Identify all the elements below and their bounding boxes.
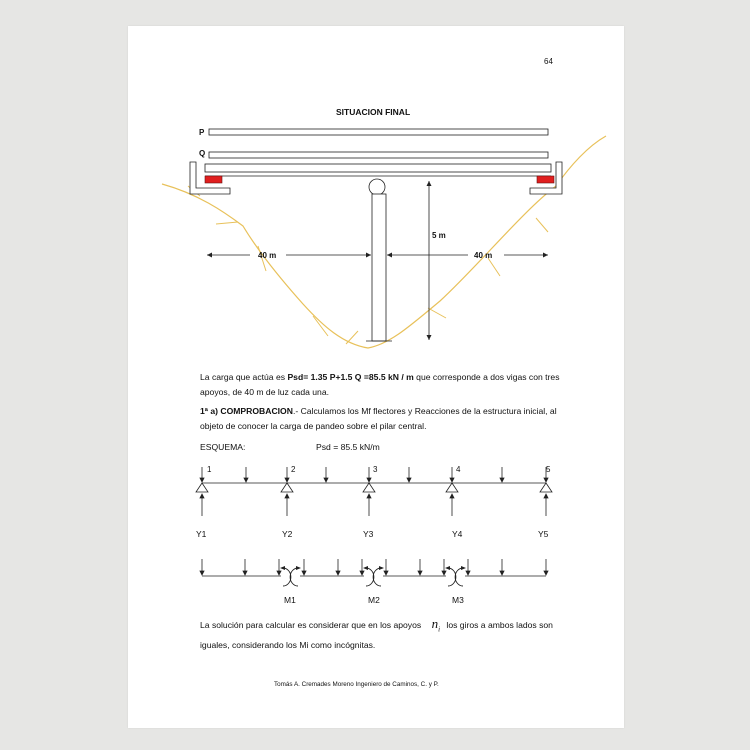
scheme-label: ESQUEMA: — [200, 442, 246, 452]
load-formula: Psd= 1.35 P+1.5 Q =85.5 kN / m — [287, 372, 414, 382]
paragraph-solution-pre: La solución para calcular es considerar que en los apoyos — [200, 620, 422, 630]
scheme-support-5 — [540, 467, 552, 516]
dim-left: 40 m — [258, 251, 277, 260]
dim-right: 40 m — [474, 251, 493, 260]
support-number: 4 — [456, 465, 461, 474]
page-number: 64 — [544, 57, 553, 66]
pier-bearing — [369, 179, 385, 195]
label-q: Q — [199, 149, 206, 158]
scheme-support-3 — [363, 467, 375, 516]
paragraph-load — [200, 370, 560, 400]
section-title: SITUACION FINAL — [336, 107, 411, 117]
paragraph-solution — [200, 616, 560, 653]
footer-author: Tomás A. Cremades Moreno Ingeniero de Caminos, C. y P. — [274, 681, 439, 688]
deck-q — [209, 152, 548, 158]
deck-p — [209, 129, 548, 135]
reaction-label: Y2 — [282, 529, 293, 539]
n-i-symbol: $n_i$ — [431, 616, 441, 634]
left-bearing — [205, 176, 222, 183]
reaction-label: Y1 — [196, 529, 207, 539]
scheme-support-4 — [446, 467, 458, 516]
scheme-support-1 — [196, 467, 208, 516]
load-value-label: Psd = 85.5 kN/m — [316, 442, 380, 452]
scheme-support-2 — [281, 467, 293, 516]
support-number: 3 — [373, 465, 378, 474]
reaction-label: Y4 — [452, 529, 463, 539]
right-bearing — [537, 176, 554, 183]
label-p: P — [199, 128, 205, 137]
main-beam — [205, 164, 551, 172]
moment-label: M2 — [368, 595, 380, 605]
moment-label: M3 — [452, 595, 464, 605]
central-pier — [372, 194, 386, 341]
check-heading: 1ª a) COMPROBACION — [200, 406, 293, 416]
ground-sketch-2 — [188, 186, 548, 344]
dim-height: 5 m — [432, 231, 446, 240]
moment-label: M1 — [284, 595, 296, 605]
paragraph-load-post: que corresponde a dos vigas con tres apoyos, de 40 m de luz cada una. — [200, 372, 560, 397]
paragraph-load-pre: La carga que actúa es — [200, 372, 288, 382]
moment-arcs — [283, 568, 463, 586]
support-number: 2 — [291, 465, 296, 474]
paragraph-check — [200, 404, 560, 434]
paragraph-solution-post: los giros a ambos lados son iguales, considerando los Mi como incógnitas. — [200, 620, 553, 650]
support-number: 5 — [546, 465, 551, 474]
paragraph-check-post: .- Calculamos los Mf flectores y Reacciones de la estructura inicial, al objeto de conocer la carga de pandeo sobre el pilar central. — [200, 406, 557, 431]
document-page — [128, 26, 624, 728]
support-number: 1 — [207, 465, 212, 474]
reaction-label: Y3 — [363, 529, 374, 539]
reaction-label: Y5 — [538, 529, 549, 539]
